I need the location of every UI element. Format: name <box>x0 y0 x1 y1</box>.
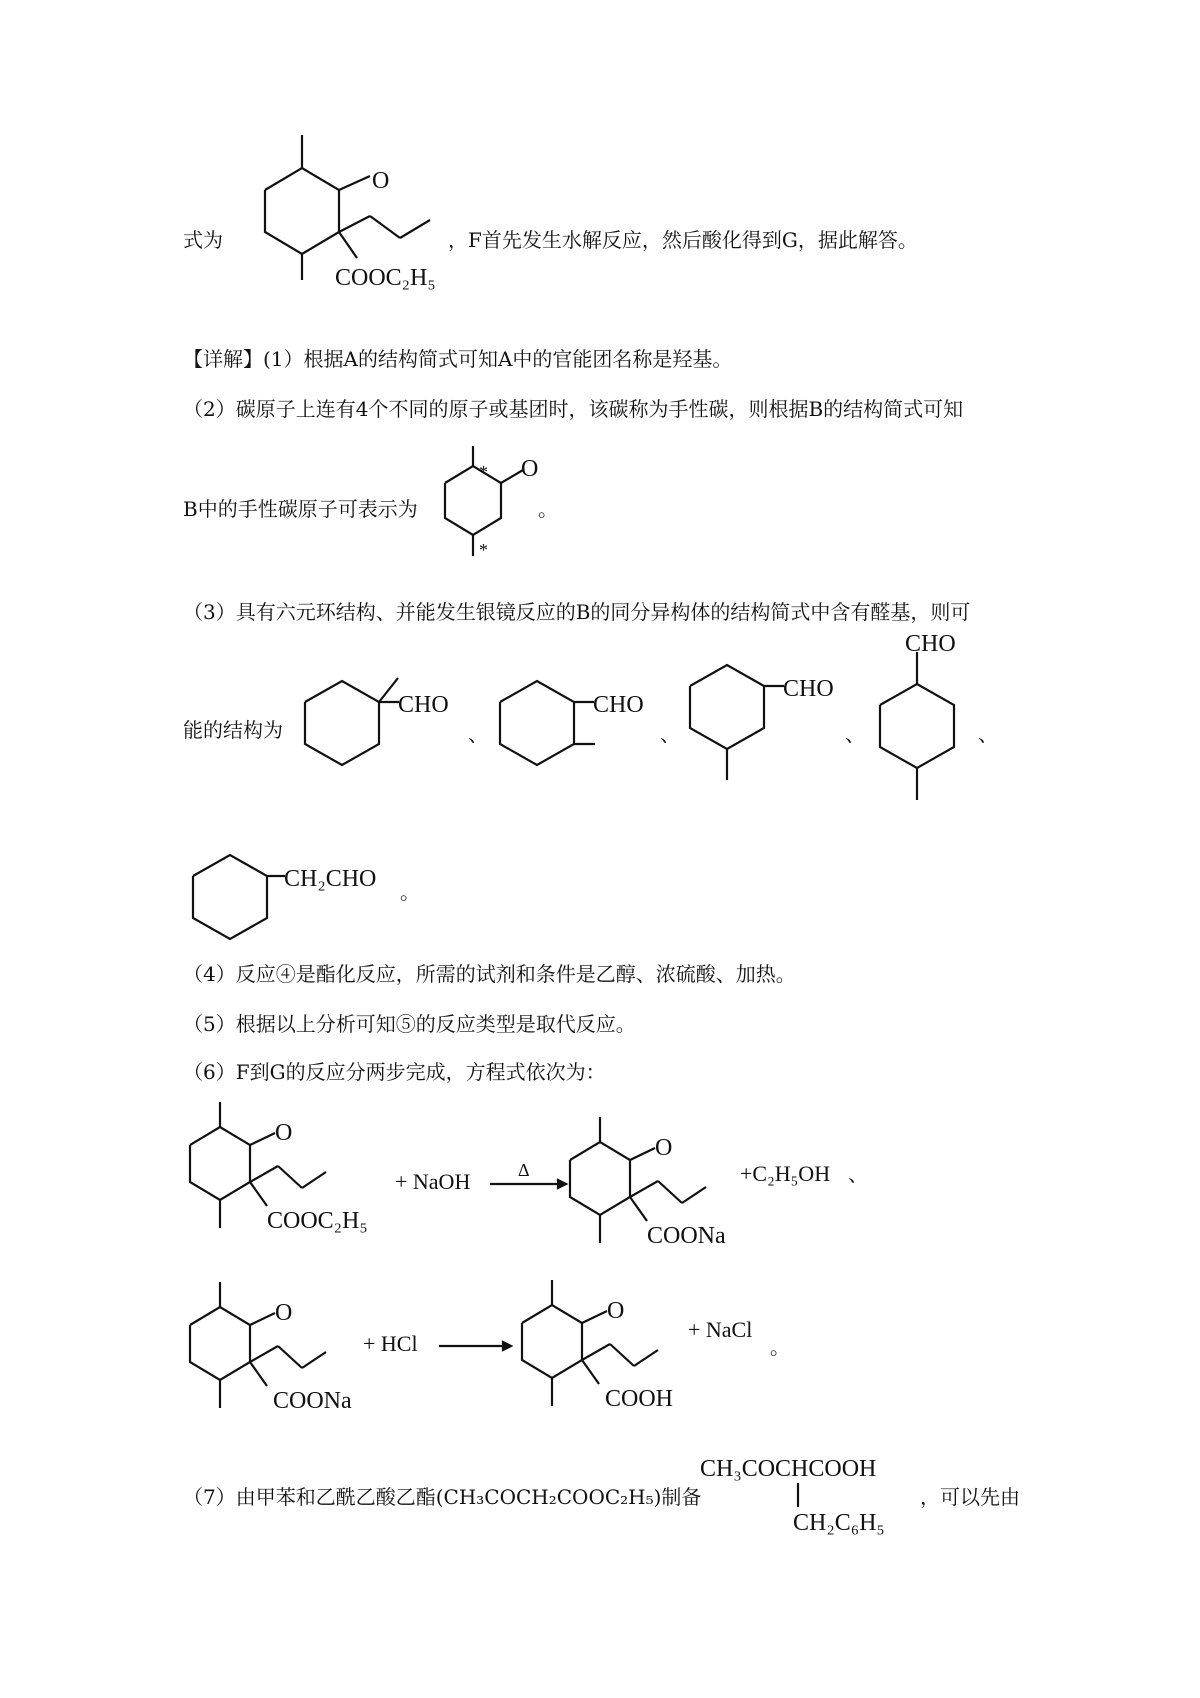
label-delta: Δ <box>518 1160 530 1180</box>
structure-f-ester <box>215 150 445 310</box>
eq1-reagent: + NaOH <box>395 1169 471 1194</box>
label-ch3cochcooh: CH₃COCHCOOH <box>700 1456 877 1482</box>
sep-1: 、 <box>468 722 488 746</box>
detail-1: 【详解】(1）根据A的结构简式可知A中的官能团名称是羟基。 <box>183 347 733 371</box>
label-o: O <box>275 1300 293 1326</box>
eq2-product <box>517 1278 737 1428</box>
sep-2: 、 <box>660 722 680 746</box>
text-line1-prefix: 式为 <box>183 228 223 252</box>
isomer-1 <box>300 668 490 778</box>
text-detail7-prefix: （7）由甲苯和乙酰乙酸乙酯(CH₃COCH₂COOC₂H₅)制备 <box>183 1485 702 1509</box>
eq2-end: 。 <box>770 1335 790 1359</box>
detail-3: （3）具有六元环结构、并能发生银镜反应的B的同分异构体的结构简式中含有醛基，则可 <box>183 600 971 624</box>
text-detail7-suffix: ，可以先由 <box>920 1485 1020 1509</box>
label-cho: CHO <box>398 692 449 718</box>
eq1-reactant <box>185 1100 405 1250</box>
text-detail3b-prefix: 能的结构为 <box>183 718 283 742</box>
chiral-star-top: * <box>479 462 488 482</box>
eq1-product <box>565 1115 785 1265</box>
label-o: O <box>372 168 390 194</box>
label-o: O <box>521 456 539 482</box>
eq2-reagent: + HCl <box>363 1331 418 1356</box>
label-coona: COONa <box>647 1223 726 1249</box>
sep-3: 、 <box>845 722 865 746</box>
label-cooh: COOH <box>605 1386 674 1412</box>
label-cho: CHO <box>905 631 956 657</box>
structure-b-chiral <box>435 448 555 578</box>
sep-4: 、 <box>978 722 998 746</box>
label-o: O <box>607 1298 625 1324</box>
label-cooc2h5: COOC₂H₅ <box>267 1208 368 1234</box>
eq1-arrow <box>488 1160 568 1200</box>
label-cho: CHO <box>783 676 834 702</box>
eq2-arrow <box>437 1330 517 1360</box>
label-o: O <box>275 1120 293 1146</box>
isomer-2 <box>495 668 685 778</box>
text-detail2b-prefix: B中的手性碳原子可表示为 <box>183 497 418 521</box>
chiral-star-bottom: * <box>479 540 488 560</box>
eq1-sep: 、 <box>848 1162 868 1186</box>
label-cooc2h5: COOC₂H₅ <box>335 265 436 291</box>
detail-4: （4）反应④是酯化反应，所需的试剂和条件是乙醇、浓硫酸、加热。 <box>183 962 796 986</box>
detail-2: （2）碳原子上连有4个不同的原子或基团时，该碳称为手性碳，则根据B的结构简式可知 <box>183 397 964 421</box>
detail-5: （5）根据以上分析可知⑤的反应类型是取代反应。 <box>183 1012 636 1036</box>
detail-6: （6）F到G的反应分两步完成，方程式依次为： <box>183 1060 606 1084</box>
eq2-byproduct: + NaCl <box>688 1317 753 1342</box>
label-coona: COONa <box>273 1388 352 1414</box>
text-line1-suffix: ，F首先发生水解反应，然后酸化得到G，据此解答。 <box>448 228 918 252</box>
eq1-byproduct: +C₂H₅OH <box>740 1161 831 1186</box>
label-ch2c6h5: CH₂C₆H₅ <box>793 1510 885 1536</box>
label-o: O <box>655 1135 673 1161</box>
label-ch2cho: CH₂CHO <box>284 866 377 892</box>
target-structure <box>695 1450 925 1540</box>
text-detail2b-suffix: 。 <box>538 497 558 521</box>
isomer-5 <box>188 842 428 952</box>
label-cho: CHO <box>593 692 644 718</box>
text-isomer-end: 。 <box>400 880 420 904</box>
